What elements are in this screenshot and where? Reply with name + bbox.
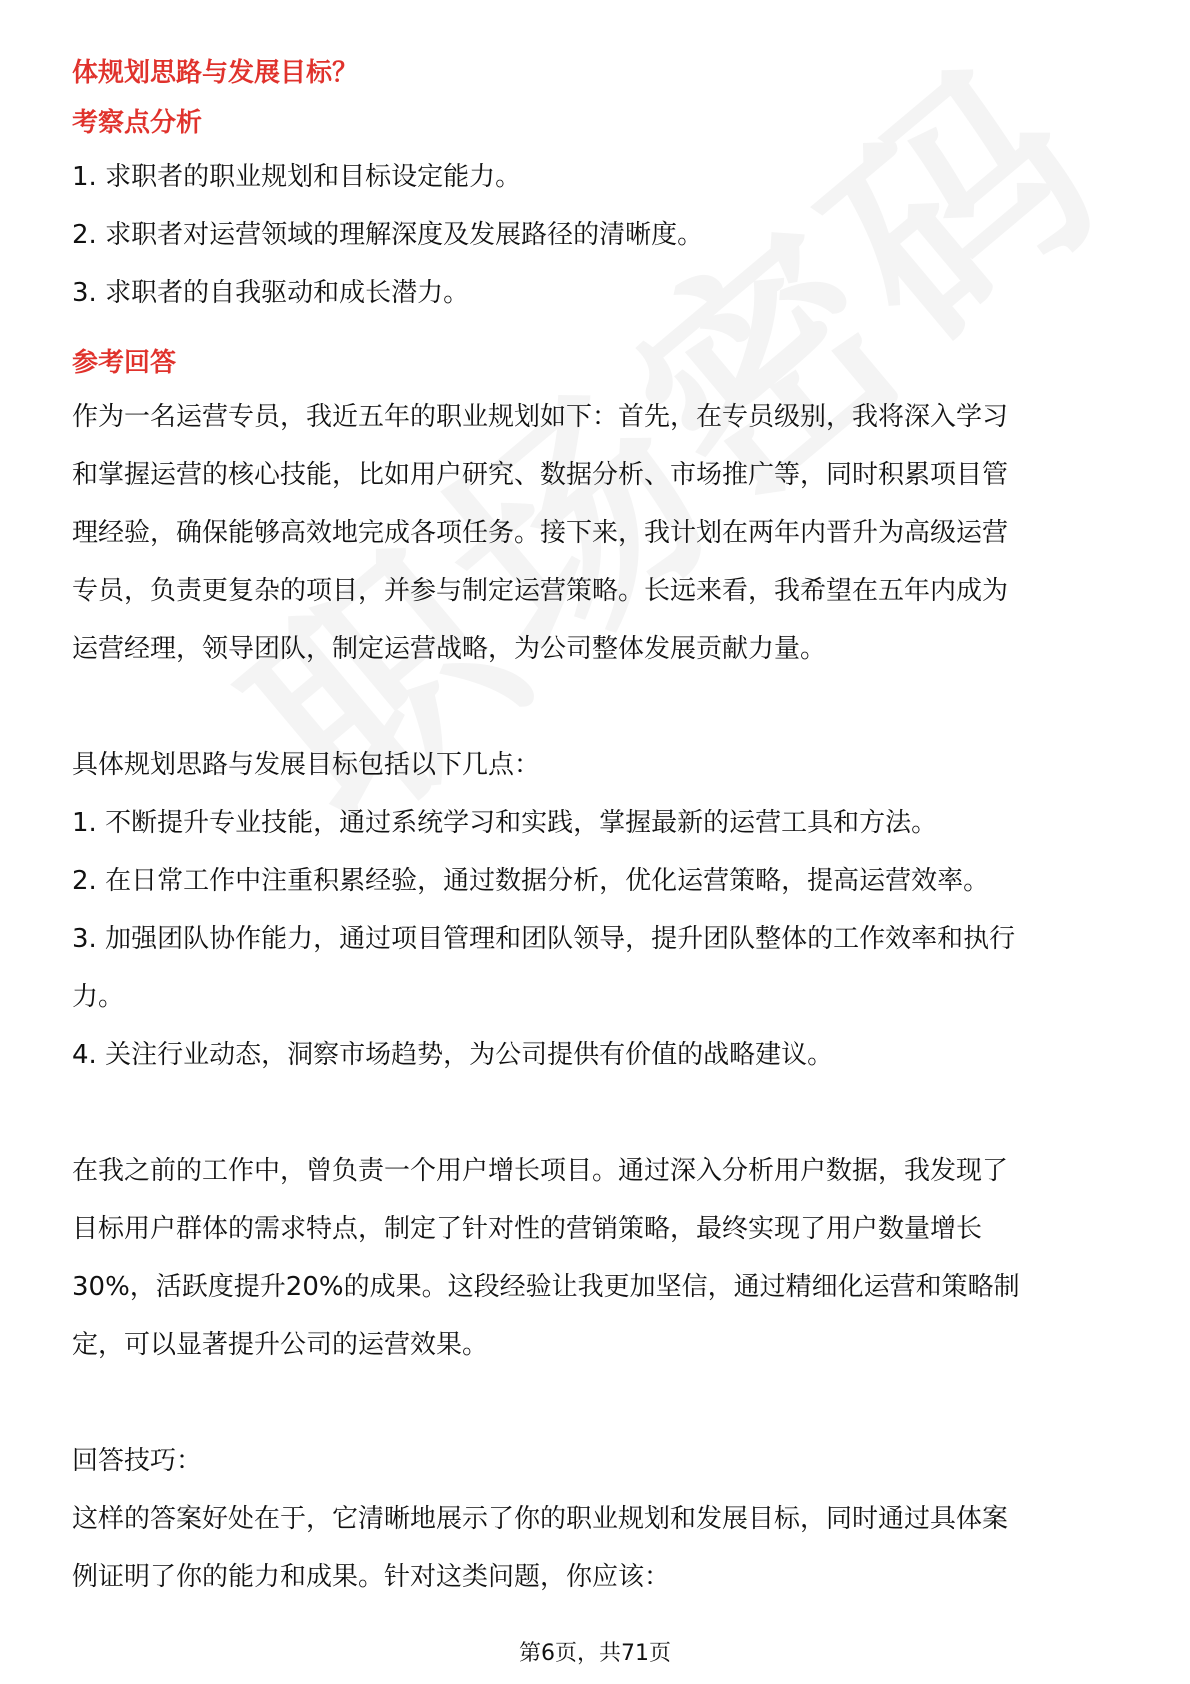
tips-line: 这样的答案好处在于，它清晰地展示了你的职业规划和发展目标，同时通过具体案 bbox=[72, 1504, 1009, 1534]
answer-paragraph-line: 运营经理，领导团队，制定运营战略，为公司整体发展贡献力量。 bbox=[72, 634, 827, 664]
analysis-heading: 考察点分析 bbox=[72, 108, 203, 138]
experience-paragraph-line: 目标用户群体的需求特点，制定了针对性的营销策略，最终实现了用户数量增长 bbox=[72, 1214, 983, 1244]
answer-paragraph-line: 理经验，确保能够高效地完成各项任务。接下来，我计划在两年内晋升为高级运营 bbox=[72, 518, 1009, 548]
answer-paragraph-line: 专员，负责更复杂的项目，并参与制定运营策略。长远来看，我希望在五年内成为 bbox=[72, 576, 1009, 606]
answer-heading: 参考回答 bbox=[72, 348, 177, 378]
answer-paragraph-line: 作为一名运营专员，我近五年的职业规划如下：首先，在专员级别，我将深入学习 bbox=[72, 402, 1009, 432]
analysis-item: 1. 求职者的职业规划和目标设定能力。 bbox=[72, 162, 522, 192]
experience-paragraph-line: 定，可以显著提升公司的运营效果。 bbox=[72, 1330, 489, 1360]
experience-paragraph-line: 在我之前的工作中，曾负责一个用户增长项目。通过深入分析用户数据，我发现了 bbox=[72, 1156, 1009, 1186]
tips-line: 例证明了你的能力和成果。针对这类问题，你应该： bbox=[72, 1562, 671, 1592]
plan-item: 1. 不断提升专业技能，通过系统学习和实践，掌握最新的运营工具和方法。 bbox=[72, 808, 938, 838]
plan-intro: 具体规划思路与发展目标包括以下几点： bbox=[72, 750, 541, 780]
page-number: 第6页，共71页 bbox=[519, 1641, 671, 1666]
answer-paragraph-line: 和掌握运营的核心技能，比如用户研究、数据分析、市场推广等，同时积累项目管 bbox=[72, 460, 1009, 490]
experience-paragraph-line: 30%，活跃度提升20%的成果。这段经验让我更加坚信，通过精细化运营和策略制 bbox=[72, 1272, 1020, 1302]
page-content bbox=[72, 56, 1122, 1606]
plan-item: 4. 关注行业动态，洞察市场趋势，为公司提供有价值的战略建议。 bbox=[72, 1040, 834, 1070]
tips-heading: 回答技巧： bbox=[72, 1446, 203, 1476]
analysis-item: 3. 求职者的自我驱动和成长潜力。 bbox=[72, 278, 470, 308]
analysis-item: 2. 求职者对运营领域的理解深度及发展路径的清晰度。 bbox=[72, 220, 704, 250]
plan-item: 力。 bbox=[72, 982, 125, 1012]
plan-item: 2. 在日常工作中注重积累经验，通过数据分析，优化运营策略，提高运营效率。 bbox=[72, 866, 990, 896]
intro-heading: 体规划思路与发展目标？ bbox=[72, 58, 359, 88]
plan-item: 3. 加强团队协作能力，通过项目管理和团队领导，提升团队整体的工作效率和执行 bbox=[72, 924, 1016, 954]
